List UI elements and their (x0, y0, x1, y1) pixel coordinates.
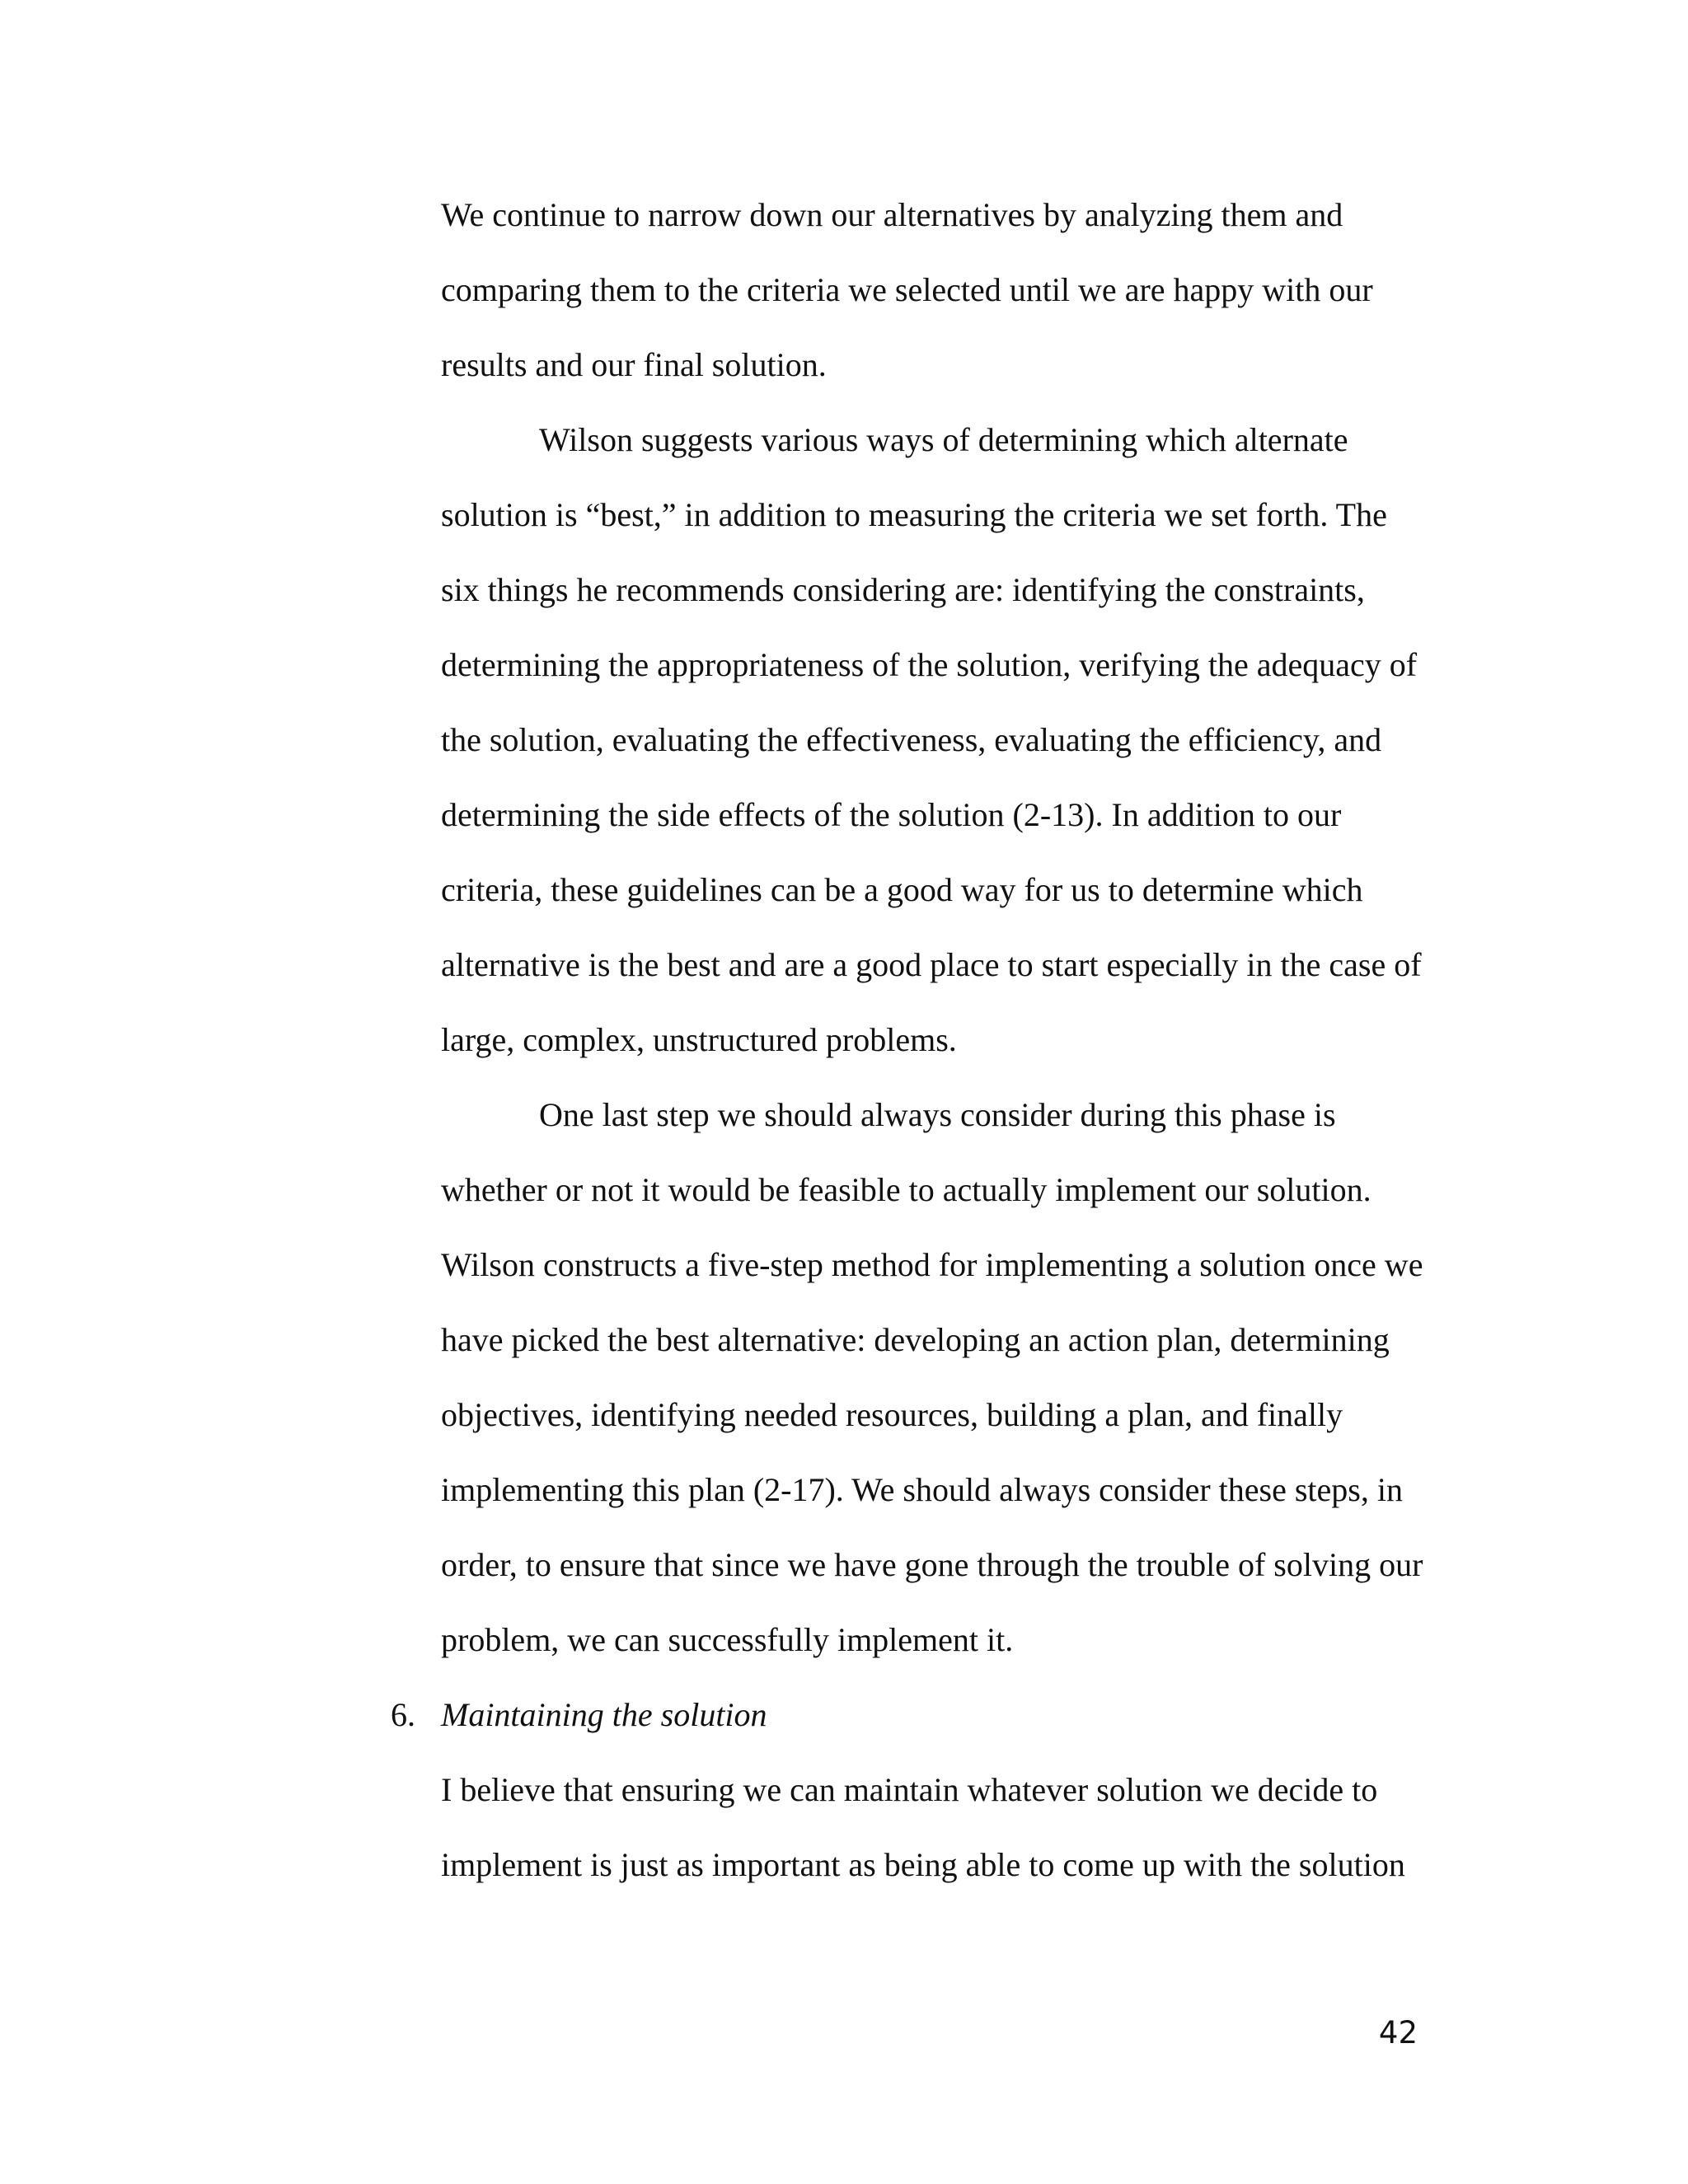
text-line: comparing them to the criteria we selected until we are happy with our (441, 271, 1373, 308)
text-line: problem, we can successfully implement it. (441, 1621, 1014, 1658)
paragraph-first-line: Wilson suggests various ways of determining which alternate (539, 421, 1348, 458)
text-line: results and our final solution. (441, 346, 827, 383)
text-line: whether or not it would be feasible to actually implement our solution. (441, 1171, 1372, 1208)
text-line: have picked the best alternative: developing an action plan, determining (441, 1321, 1390, 1358)
text-line: determining the side effects of the solution (2-13). In addition to our (441, 796, 1342, 833)
page-number: 42 (1378, 2015, 1418, 2050)
text-line: solution is “best,” in addition to measuring the criteria we set forth. The (441, 496, 1387, 533)
section-heading: Maintaining the solution (441, 1696, 767, 1733)
text-line: Wilson constructs a five-step method for implementing a solution once we (441, 1246, 1423, 1283)
section-number: 6. (391, 1696, 415, 1733)
text-line: large, complex, unstructured problems. (441, 1021, 957, 1058)
text-line: determining the appropriateness of the solution, verifying the adequacy of (441, 646, 1418, 683)
text-line: criteria, these guidelines can be a good way for us to determine which (441, 871, 1363, 908)
text-line: I believe that ensuring we can maintain whatever solution we decide to (441, 1771, 1378, 1808)
text-line: the solution, evaluating the effectiveness, evaluating the efficiency, and (441, 721, 1382, 758)
text-line: alternative is the best and are a good place to start especially in the case of (441, 946, 1422, 983)
paragraph-first-line: One last step we should always consider during this phase is (539, 1096, 1336, 1133)
text-line: We continue to narrow down our alternatives by analyzing them and (441, 196, 1343, 233)
text-line: order, to ensure that since we have gone through the trouble of solving our (441, 1546, 1423, 1583)
text-line: implement is just as important as being able to come up with the solution (441, 1846, 1405, 1883)
text-line: implementing this plan (2-17). We should always consider these steps, in (441, 1471, 1403, 1508)
text-line: six things he recommends considering are: identifying the constraints, (441, 571, 1365, 608)
text-line: objectives, identifying needed resources, building a plan, and finally (441, 1396, 1343, 1433)
